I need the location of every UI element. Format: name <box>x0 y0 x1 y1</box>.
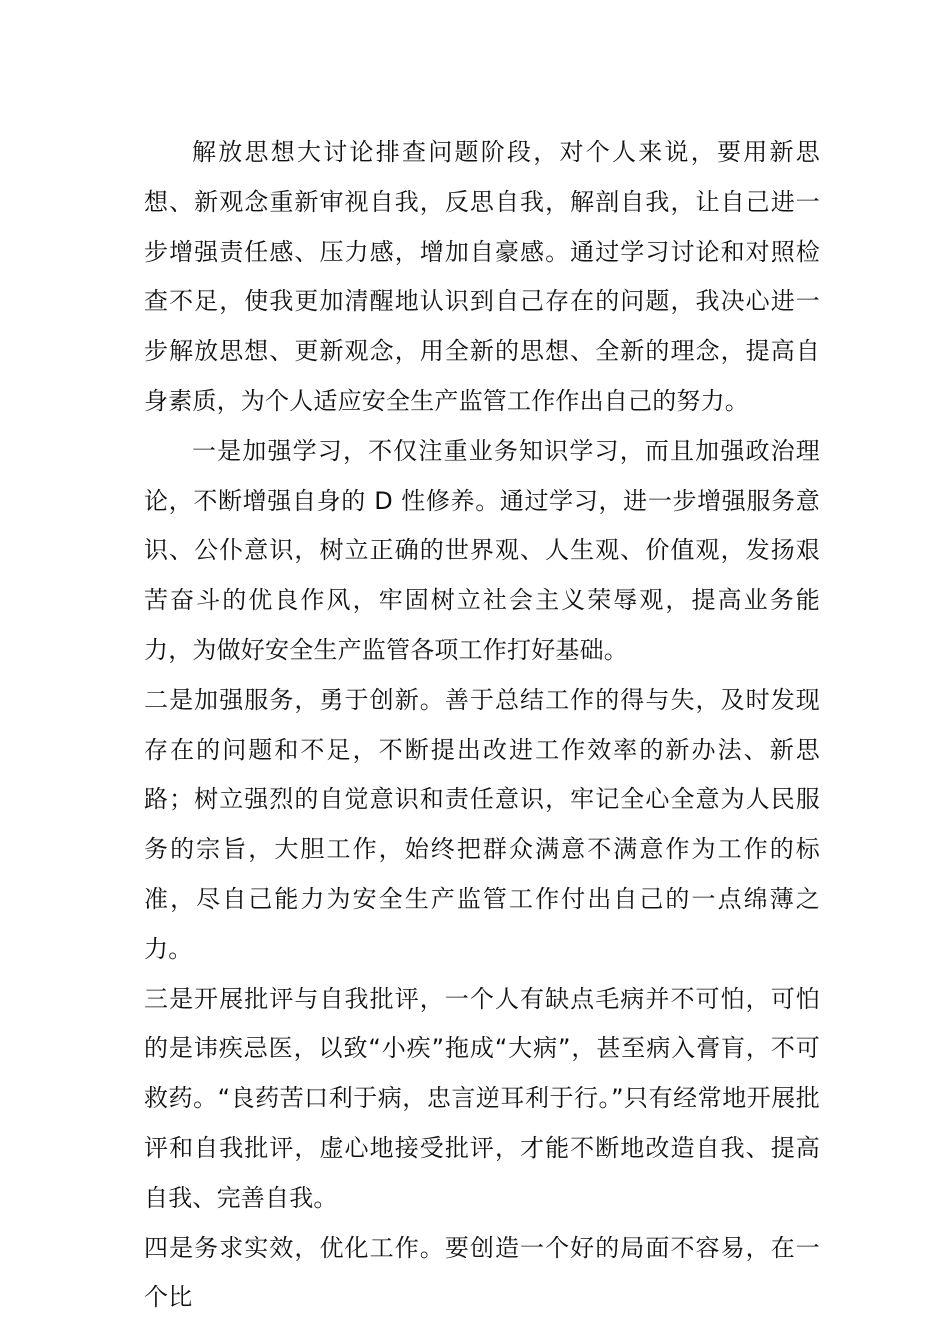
paragraph-point-3: 三是开展批评与自我批评，一个人有缺点毛病并不可怕，可怕的是讳疾忌医，以致“小疾”拖成“大病”，甚至病入膏肓，不可救药。“良药苦口利于病，忠言逆耳利于行。”只有经常地开展批评和自我批评，虚心地接受批评，才能不断地改造自我、提高自我、完善自我。 <box>144 984 820 1212</box>
paragraph-point-2: 二是加强服务，勇于创新。善于总结工作的得与失，及时发现存在的问题和不足，不断提出改进工作效率的新办法、新思路；树立强烈的自觉意识和责任意识，牢记全心全意为人民服务的宗旨，大胆工作，始终把群众满意不满意作为工作的标准，尽自己能力为安全生产监管工作付出自己的一点绵薄之力。 <box>144 685 820 963</box>
paragraph-intro: 解放思想大讨论排查问题阶段，对个人来说，要用新思想、新观念重新审视自我，反思自我，解剖自我，让自己进一步增强责任感、压力感，增加自豪感。通过学习讨论和对照检查不足，使我更加清醒地认识到自己存在的问题，我决心进一步解放思想、更新观念，用全新的思想、全新的理念，提高自身素质，为个人适应安全生产监管工作作出自己的努力。 <box>144 138 820 415</box>
paragraph-point-1: 一是加强学习，不仅注重业务知识学习，而且加强政治理论，不断增强自身的 D 性修养。通过学习，进一步增强服务意识、公仆意识，树立正确的世界观、人生观、价值观，发扬艰苦奋斗的优良作风，牢固树立社会主义荣辱观，提高业务能力，为做好安全生产监管各项工作打好基础。 <box>144 436 820 664</box>
document-body <box>144 128 820 1323</box>
paragraph-point-4: 四是务求实效，优化工作。要创造一个好的局面不容易，在一个比 <box>144 1233 820 1312</box>
